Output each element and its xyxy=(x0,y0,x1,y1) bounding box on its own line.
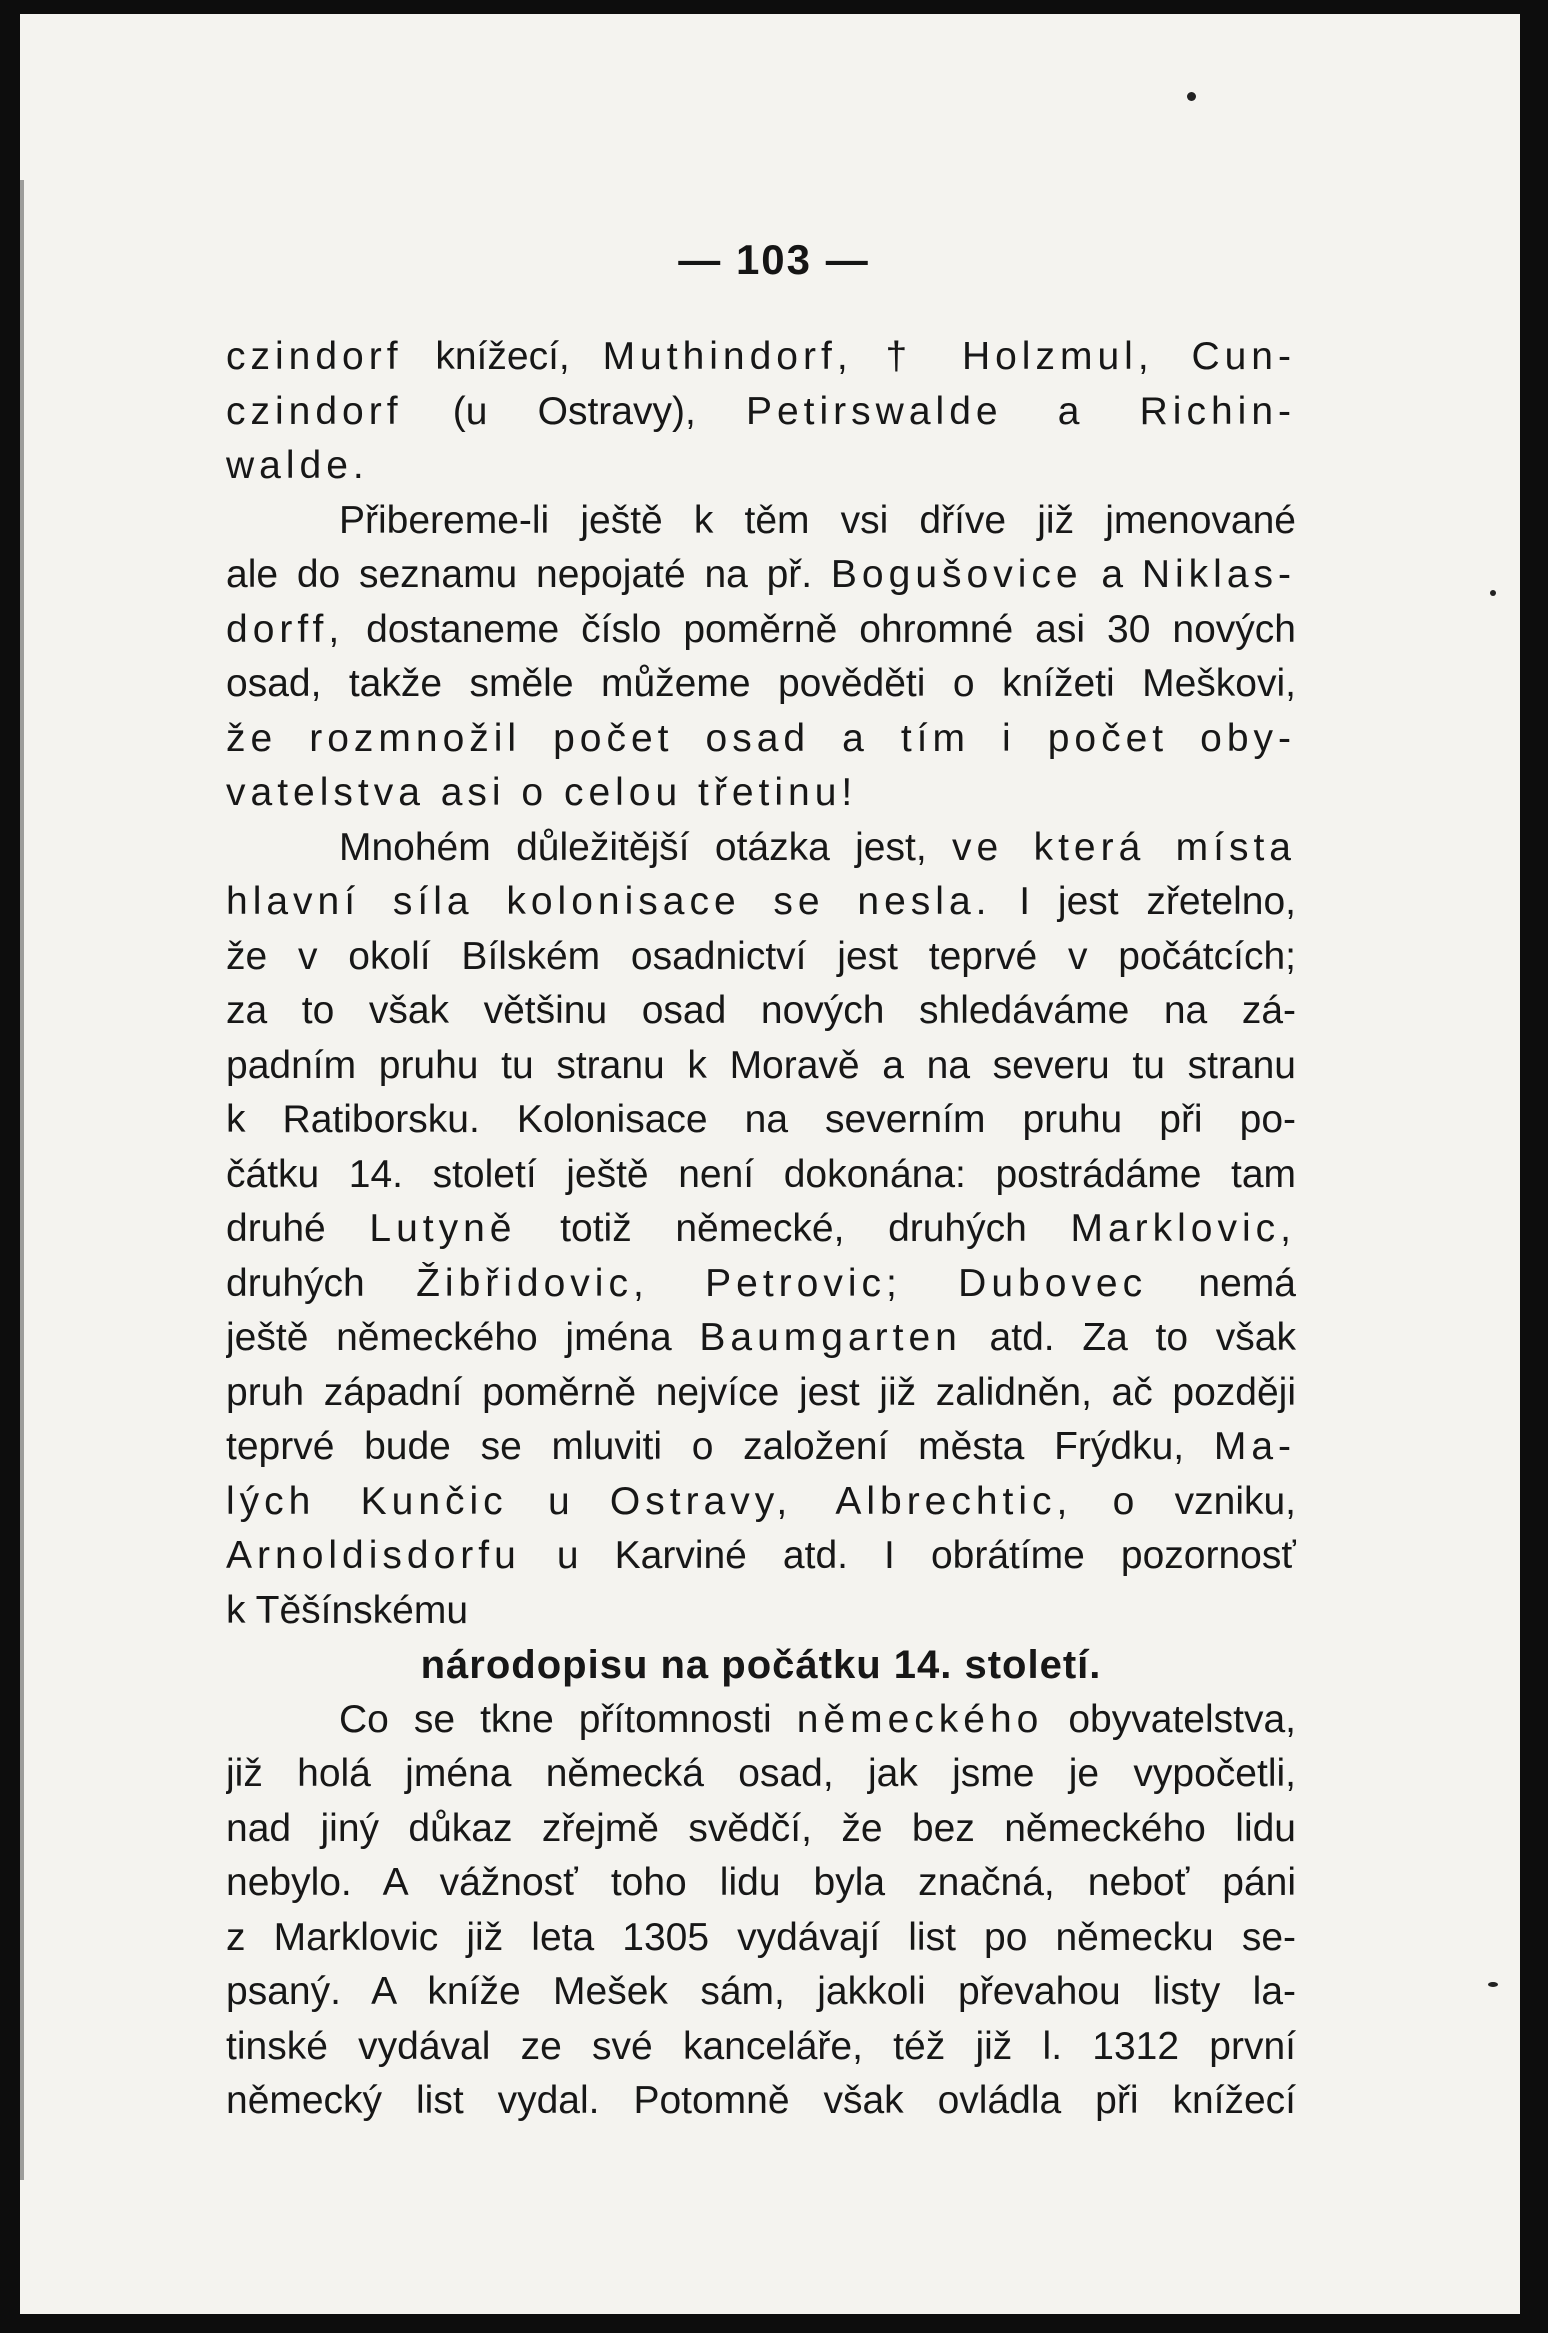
text-line xyxy=(226,1039,1296,1094)
text-segment: Petirswalde a Richin- xyxy=(745,389,1296,433)
text-line xyxy=(226,1802,1296,1857)
text-line xyxy=(226,385,1296,440)
text-segment: ale do seznamu nepojaté na př. xyxy=(226,553,831,596)
text-segment: Mnohém důležitější otázka jest, xyxy=(339,825,953,869)
text-segment: o vzniku, xyxy=(1072,1479,1296,1523)
text-line xyxy=(226,1747,1296,1802)
text-segment: nemá xyxy=(1147,1261,1296,1305)
text-line xyxy=(226,603,1296,658)
text-segment: Žibřidovic, Petrovic; Dubovec xyxy=(416,1261,1148,1305)
text-segment: u Karviné atd. I obrátíme pozornosť xyxy=(520,1534,1296,1577)
text-line xyxy=(226,2074,1296,2129)
page-edge-shadow xyxy=(20,180,24,2180)
text-line xyxy=(226,712,1296,767)
text-segment: Ma- xyxy=(1213,1425,1296,1468)
text-segment: vatelstva asi o celou třetinu! xyxy=(226,771,858,814)
text-line xyxy=(226,1965,1296,2020)
text-line xyxy=(226,1911,1296,1966)
text-line xyxy=(226,930,1296,985)
page-number: — 103 — xyxy=(678,236,870,283)
text-segment: Bogušovice xyxy=(830,553,1083,596)
text-segment: k Těšínskému xyxy=(226,1588,469,1632)
body-text xyxy=(226,330,1296,2129)
text-segment: Baumgarten xyxy=(699,1316,962,1359)
text-line xyxy=(226,1366,1296,1421)
text-line xyxy=(226,1148,1296,1203)
text-line xyxy=(226,330,1296,385)
text-line xyxy=(226,1475,1296,1530)
text-segment: německého xyxy=(796,1697,1044,1741)
text-segment: czindorf xyxy=(226,335,403,378)
text-line xyxy=(226,984,1296,1039)
text-segment: teprvé bude se mluviti o založení města Frýdku, xyxy=(226,1425,1214,1468)
text-segment: z Marklovic již leta 1305 vydávají list po německu se- xyxy=(226,1915,1296,1959)
text-line xyxy=(226,875,1296,930)
text-segment: totiž německé, druhých xyxy=(516,1207,1071,1250)
specks xyxy=(1490,590,1496,596)
text-segment: Muthindorf, xyxy=(602,335,853,378)
text-segment: německý list vydal. Potomně však ovládla při knížecí xyxy=(226,2079,1296,2122)
text-line xyxy=(226,548,1296,603)
text-segment: ještě německého jména xyxy=(226,1316,700,1359)
text-line xyxy=(226,1202,1296,1257)
text-line xyxy=(226,657,1296,712)
text-segment: k Ratiborsku. Kolonisace na severním pruhu při po- xyxy=(226,1098,1296,1141)
text-segment: lých Kunčic xyxy=(226,1479,508,1523)
text-segment: a xyxy=(1082,553,1142,596)
text-segment: za to však většinu osad nových shledáváme na zá- xyxy=(226,989,1296,1032)
text-segment: (u Ostravy), xyxy=(402,389,746,433)
text-segment: dorff, xyxy=(226,607,345,651)
text-line xyxy=(226,1693,1296,1748)
text-line xyxy=(226,1093,1296,1148)
text-segment: pruh západní poměrně nejvíce jest již zalidněn, ač později xyxy=(226,1370,1296,1414)
text-segment: hlavní síla kolonisace se nesla. xyxy=(226,880,992,923)
text-segment: atd. Za to však xyxy=(961,1316,1296,1359)
text-segment: Marklovic, xyxy=(1070,1207,1296,1250)
text-segment: padním pruhu tu stranu k Moravě a na severu tu stranu xyxy=(226,1043,1296,1087)
text-segment: I jest zřetelno, xyxy=(991,880,1296,923)
section-heading xyxy=(226,1638,1296,1693)
text-segment: † xyxy=(852,335,962,378)
text-segment: Arnoldisdorfu xyxy=(226,1534,521,1577)
text-segment: ve která místa xyxy=(952,825,1296,869)
text-segment: čátku 14. století ještě není dokonána: postrádáme tam xyxy=(226,1152,1296,1196)
text-segment: dostaneme číslo poměrně ohromné asi 30 nových xyxy=(344,607,1296,651)
text-line xyxy=(226,1584,1296,1639)
text-line xyxy=(226,821,1296,876)
text-line xyxy=(226,1311,1296,1366)
text-segment: u xyxy=(507,1479,610,1523)
text-line xyxy=(226,1257,1296,1312)
text-line xyxy=(226,494,1296,549)
text-segment: že v okolí Bílském osadnictví jest teprvé v počátcích; xyxy=(226,934,1296,978)
text-segment: Co se tkne přítomnosti xyxy=(339,1697,797,1741)
text-segment: nad jiný důkaz zřejmě svědčí, že bez německého lidu xyxy=(226,1806,1296,1850)
text-segment: národopisu na počátku 14. století. xyxy=(420,1643,1102,1687)
text-line xyxy=(226,1420,1296,1475)
text-line xyxy=(226,766,1296,821)
text-segment: již holá jména německá osad, jak jsme je vypočetli, xyxy=(226,1752,1296,1795)
text-segment: tinské vydával ze své kanceláře, též již l. 1312 první xyxy=(226,2024,1296,2068)
specks xyxy=(1187,92,1196,101)
text-segment: nebylo. A vážnosť toho lidu byla značná, neboť páni xyxy=(226,1861,1296,1904)
text-line xyxy=(226,1856,1296,1911)
text-segment: Niklas- xyxy=(1141,553,1296,596)
text-segment: osad, takže směle můžeme pověděti o knížeti Meškovi, xyxy=(226,662,1296,705)
text-segment: obyvatelstva, xyxy=(1043,1697,1296,1741)
text-segment: druhé xyxy=(226,1207,370,1250)
text-line xyxy=(226,439,1296,494)
specks xyxy=(1488,1982,1498,1987)
text-line xyxy=(226,2020,1296,2075)
text-segment: knížecí, xyxy=(402,335,603,378)
text-segment: Holzmul, Cun- xyxy=(961,335,1296,378)
text-segment: walde. xyxy=(226,444,369,487)
text-segment: druhých xyxy=(226,1261,417,1305)
text-segment: Přibereme-li ještě k těm vsi dříve již jmenované xyxy=(339,498,1296,542)
text-line xyxy=(226,1529,1296,1584)
text-segment: czindorf xyxy=(226,389,403,433)
text-segment: Lutyně xyxy=(369,1207,517,1250)
text-segment: psaný. A kníže Mešek sám, jakkoli převahou listy la- xyxy=(226,1970,1296,2013)
text-segment: že rozmnožil počet osad a tím i počet oby- xyxy=(226,716,1296,760)
text-segment: Ostravy, Albrechtic, xyxy=(609,1479,1073,1523)
